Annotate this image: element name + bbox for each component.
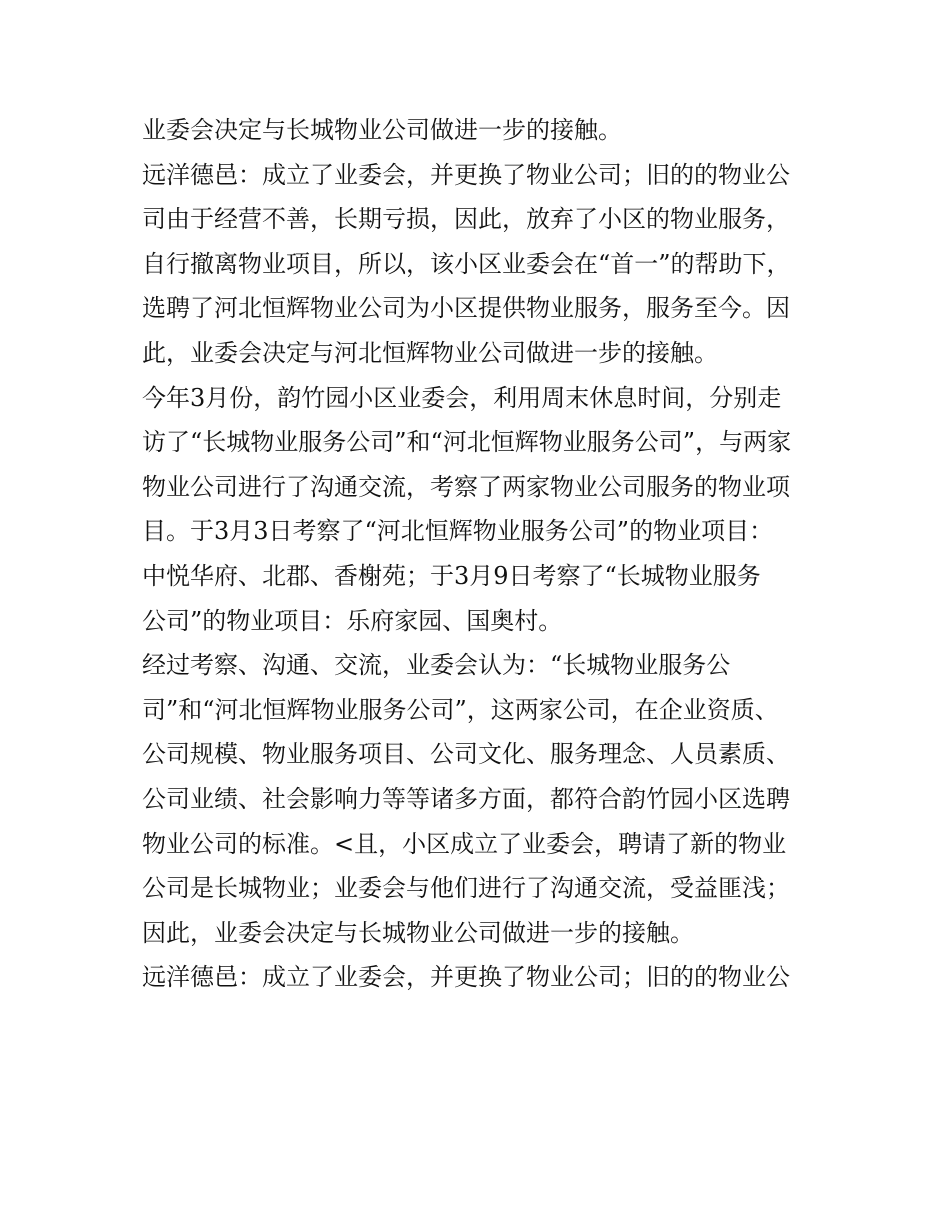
text-line: 物业公司的标准。<且，小区成立了业委会，聘请了新的物业 [142, 829, 787, 858]
text-line: 公司是长城物业；业委会与他们进行了沟通交流，受益匪浅； [142, 874, 790, 903]
text-line: 访了“长城物业服务公司”和“河北恒辉物业服务公司”，与两家 [142, 428, 792, 457]
text-line: 经过考察、沟通、交流，业委会认为：“长城物业服务公 [142, 651, 731, 680]
text-line: 物业公司进行了沟通交流，考察了两家物业公司服务的物业项 [142, 472, 790, 501]
text-line: 因此，业委会决定与长城物业公司做进一步的接触。 [142, 918, 694, 947]
text-line: 公司”的物业项目：乐府家园、国奥村。 [142, 606, 563, 635]
text-line: 中悦华府、北郡、香榭苑；于3月9日考察了“长城物业服务 [142, 561, 761, 590]
text-line: 远洋德邑：成立了业委会，并更换了物业公司；旧的的物业公 [142, 160, 790, 189]
text-line: 司由于经营不善，长期亏损，因此，放弃了小区的物业服务， [142, 205, 790, 234]
text-line: 远洋德邑：成立了业委会，并更换了物业公司；旧的的物业公 [142, 963, 790, 992]
text-line: 业委会决定与长城物业公司做进一步的接触。 [142, 116, 622, 144]
text-line: 选聘了河北恒辉物业公司为小区提供物业服务，服务至今。因 [142, 294, 790, 323]
text-line: 司”和“河北恒辉物业服务公司”，这两家公司，在企业资质、 [142, 695, 779, 724]
text-line: 此，业委会决定与河北恒辉物业公司做进一步的接触。 [142, 338, 718, 367]
body-text [142, 108, 822, 1000]
text-line: 公司业绩、社会影响力等等诸多方面，都符合韵竹园小区选聘 [142, 784, 790, 813]
text-line: 今年3月份，韵竹园小区业委会，利用周末休息时间，分别走 [142, 383, 782, 412]
text-line: 公司规模、物业服务项目、公司文化、服务理念、人员素质、 [142, 740, 790, 769]
text-line: 自行撤离物业项目，所以，该小区业委会在“首一”的帮助下， [142, 249, 791, 278]
text-line: 目。于3月3日考察了“河北恒辉物业服务公司”的物业项目： [142, 517, 774, 546]
